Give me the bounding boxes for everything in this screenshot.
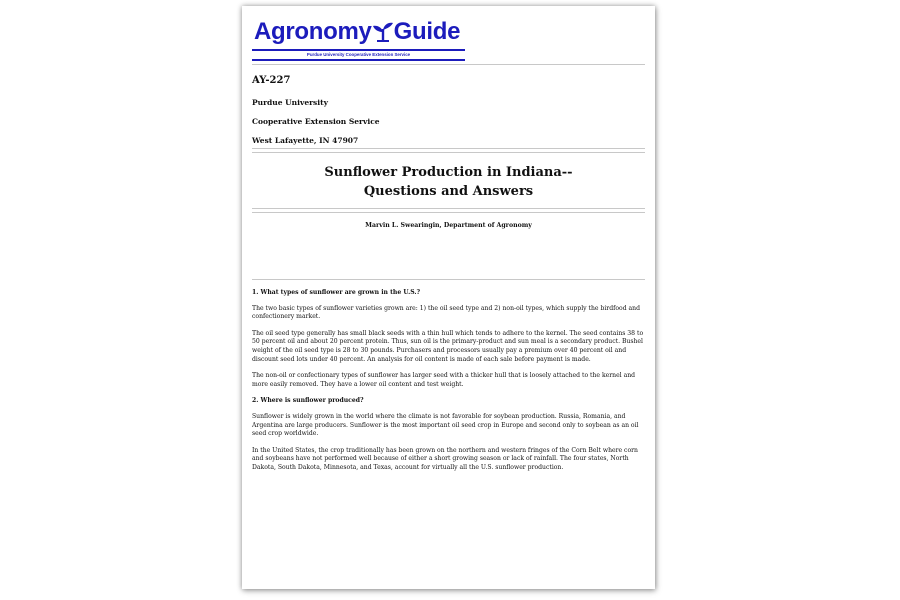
paragraph: The oil seed type generally has small black seeds with a thin hull which tends to adhere to the kernel. The seed contains 38 to 50 percent oil and about 20 percent protein. Thus, sun oil is the primary-product and sun meal is a secondary product. Bushel weight of the oil seed type is 28 to 30 pounds. Purchasers and processors usually pay a premium over 40 percent oil and discount seed lots under 40 percent. An analysis for oil content is made of each sale before payment is made.: [252, 329, 644, 363]
divider: [252, 212, 645, 213]
logo-rule-bottom: [252, 59, 465, 61]
paragraph: In the United States, the crop traditionally has been grown on the northern and western fringes of the Corn Belt where corn and soybeans have not performed well because of either a short growing season or lack of rainfall. The four states, North Dakota, South Dakota, Minnesota, and Texas, account for virtually all the U.S. sunflower production.: [252, 446, 638, 471]
logo-word-guide: Guide: [393, 18, 461, 45]
logo-subtitle: Purdue University Cooperative Extension Service: [306, 52, 411, 57]
publication-id: AY-227: [252, 75, 291, 86]
logo-wordmark: [254, 18, 460, 46]
address: West Lafayette, IN 47907: [252, 136, 359, 145]
question-heading: 1. What types of sunflower are grown in the U.S.?: [252, 289, 421, 296]
paragraph: The two basic types of sunflower varieties grown are: 1) the oil seed type and 2) non-oil types, which supply the birdfood and confectionery market.: [252, 304, 640, 321]
article-body: [252, 289, 645, 481]
document-page: [242, 6, 655, 589]
author-line: Marvin L. Swearingin, Department of Agronomy: [365, 222, 532, 229]
document-title: [252, 163, 645, 201]
divider: [252, 279, 645, 280]
question-heading: 2. Where is sunflower produced?: [252, 397, 364, 405]
logo-word-agronomy: Agronomy: [254, 18, 372, 45]
sprout-icon: [372, 20, 394, 42]
title-line-2: Questions and Answers: [363, 184, 534, 199]
logo-rule-top: [252, 49, 465, 51]
agronomy-guide-logo: [252, 15, 467, 67]
university-name: Purdue University: [252, 98, 328, 107]
title-line-1: Sunflower Production in Indiana--: [324, 165, 573, 180]
divider: [252, 64, 645, 65]
divider: [252, 148, 645, 149]
divider: [252, 208, 645, 209]
divider: [252, 152, 645, 153]
extension-service: Cooperative Extension Service: [252, 117, 380, 126]
paragraph: Sunflower is widely grown in the world where the climate is not favorable for soybean production. Russia, Romania, and Argentina are large producers. Sunflower is the most important oil seed crop in Europe and second only to soybean as an oil seed crop worldwide.: [252, 412, 639, 438]
paragraph: The non-oil or confectionary types of sunflower has larger seed with a thicker hull that is loosely attached to the kernel and more easily removed. They have a lower oil content and test weight.: [252, 372, 636, 388]
